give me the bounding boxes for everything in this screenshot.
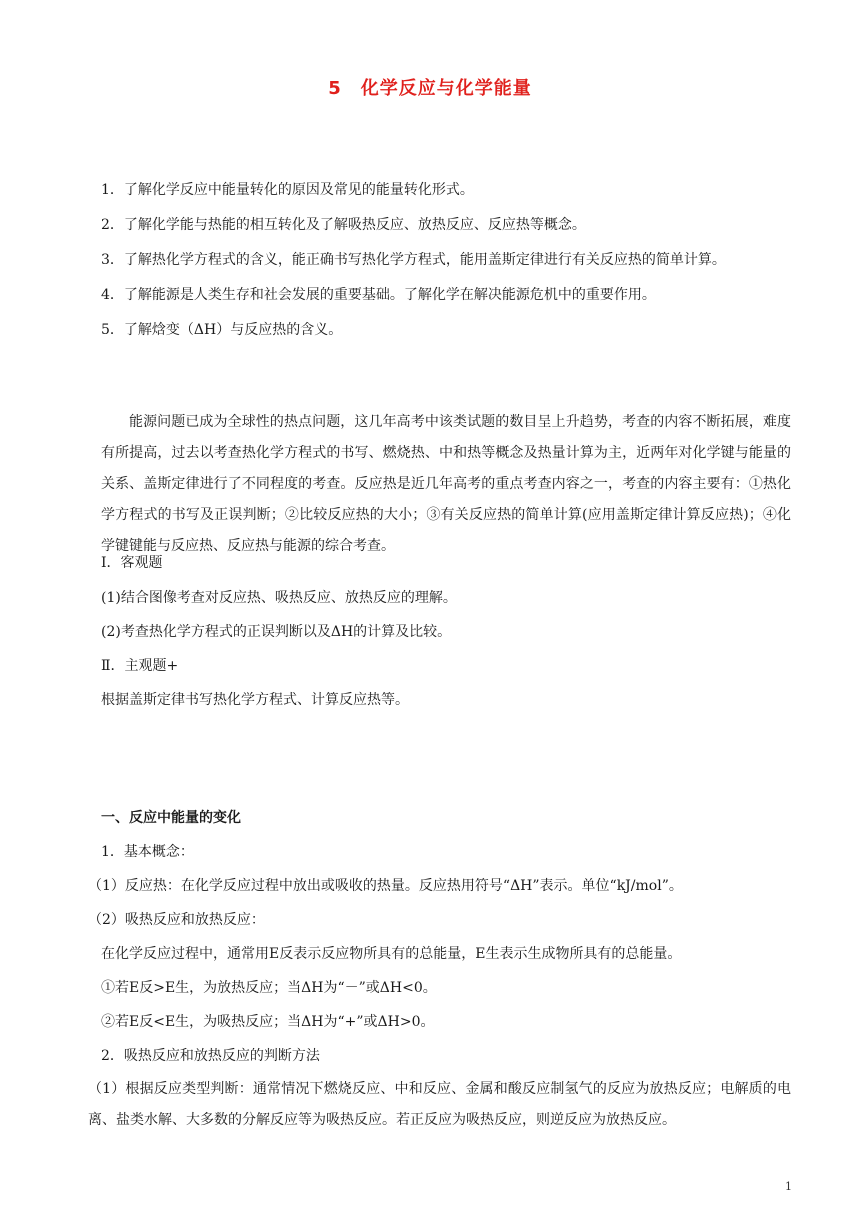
endothermic-case: ②若E反<E生，为吸热反应；当ΔH为“+”或ΔH>0。 bbox=[101, 1014, 435, 1030]
section-heading: 一、反应中能量的变化 bbox=[101, 810, 241, 826]
objective-question-1: (1)结合图像考查对反应热、吸热反应、放热反应的理解。 bbox=[101, 590, 457, 606]
energy-explanation: 在化学反应过程中，通常用E反表示反应物所具有的总能量，E生表示生成物所具有的总能量。 bbox=[101, 946, 682, 962]
exothermic-case: ①若E反>E生，为放热反应；当ΔH为“－”或ΔH<0。 bbox=[101, 980, 437, 996]
judgment-text: （1）根据反应类型判断：通常情况下燃烧反应、中和反应、金属和酸反应制氢气的反应为放热反应；电解质的电离、盐类水解、大多数的分解反应等为吸热反应。若正反应为吸热反应，则逆反应为放热反应。 bbox=[88, 1081, 791, 1128]
reaction-heat-definition: （1）反应热：在化学反应过程中放出或吸收的热量。反应热用符号“ΔH”表示。单位“kJ/mol”。 bbox=[88, 878, 683, 894]
subjective-questions-heading: Ⅱ．主观题+ bbox=[101, 658, 179, 674]
objective-questions-heading: Ⅰ．客观题 bbox=[101, 555, 163, 571]
basic-concepts-heading: 1．基本概念： bbox=[101, 844, 194, 860]
objective-3: 3．了解热化学方程式的含义，能正确书写热化学方程式，能用盖斯定律进行有关反应热的简单计算。 bbox=[101, 252, 726, 268]
objective-2: 2．了解化学能与热能的相互转化及了解吸热反应、放热反应、反应热等概念。 bbox=[101, 217, 586, 233]
page-number: 1 bbox=[785, 1180, 792, 1193]
page-title: 5 化学反应与化学能量 bbox=[328, 78, 532, 99]
analysis-paragraph: 能源问题已成为全球性的热点问题，这几年高考中该类试题的数目呈上升趋势，考查的内容不断拓展，难度有所提高，过去以考查热化学方程式的书写、燃烧热、中和热等概念及热量计算为主，近两年对化学键与能量的关系、盖斯定律进行了不同程度的考查。反应热是近几年高考的重点考查内容之一，考查的内容主要有：①热化学方程式的书写及正误判断；②比较反应热的大小；③有关反应热的简单计算(应用盖斯定律计算反应热)；④化学键键能与反应热、反应热与能源的综合考查。 bbox=[101, 414, 791, 554]
objective-1: 1．了解化学反应中能量转化的原因及常见的能量转化形式。 bbox=[101, 182, 474, 198]
subjective-question: 根据盖斯定律书写热化学方程式、计算反应热等。 bbox=[101, 692, 409, 708]
judgment-heading: 2．吸热反应和放热反应的判断方法 bbox=[101, 1048, 320, 1064]
objective-4: 4．了解能源是人类生存和社会发展的重要基础。了解化学在解决能源危机中的重要作用。 bbox=[101, 287, 656, 303]
endo-exo-heading: （2）吸热反应和放热反应： bbox=[88, 912, 265, 928]
objective-question-2: (2)考查热化学方程式的正误判断以及ΔH的计算及比较。 bbox=[101, 624, 452, 640]
objective-5: 5．了解焓变（ΔH）与反应热的含义。 bbox=[101, 322, 343, 338]
